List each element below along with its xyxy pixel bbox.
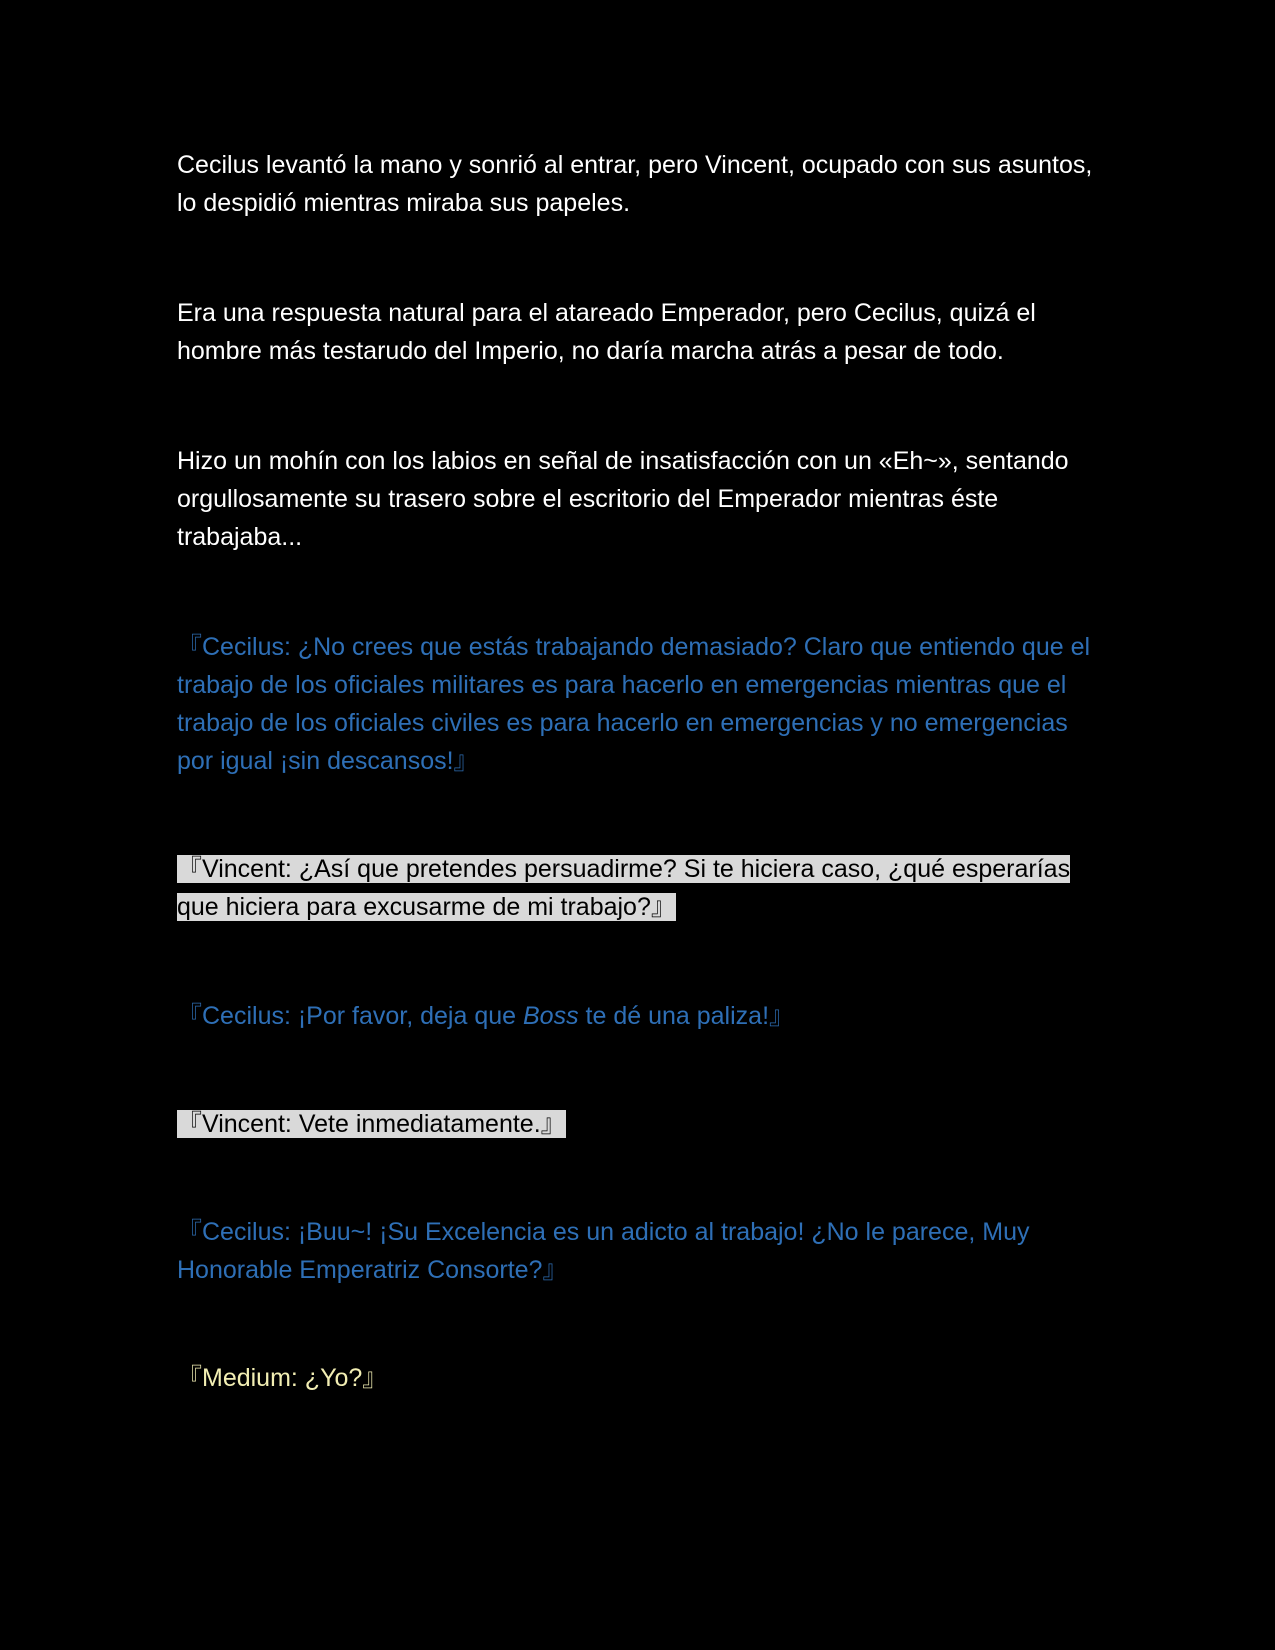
vincent-dialogue bbox=[177, 1105, 1107, 1143]
cecilus-dialogue-text: 『Cecilus: ¡Por favor, deja que bbox=[177, 1002, 523, 1030]
document-body bbox=[177, 146, 1107, 1397]
narration-paragraph: Cecilus levantó la mano y sonrió al entrar, pero Vincent, ocupado con sus asuntos, lo despidió mientras miraba sus papeles. bbox=[177, 151, 1093, 217]
cecilus-dialogue: 『Cecilus: ¿No crees que estás trabajando demasiado? Claro que entiendo que el trabajo de los oficiales militares es para hacerlo en emergencias mientras que el trabajo de los oficiales civiles es para hacerlo en emergencias y no emergencias por igual ¡sin descansos!』 bbox=[177, 633, 1091, 775]
medium-dialogue: 『Medium: ¿Yo?』 bbox=[177, 1364, 388, 1392]
cecilus-dialogue: 『Cecilus: ¡Buu~! ¡Su Excelencia es un adicto al trabajo! ¿No le parece, Muy Honorable Emperatriz Consorte?』 bbox=[177, 1218, 1030, 1284]
cecilus-dialogue bbox=[177, 997, 1107, 1035]
narration-paragraph: Hizo un mohín con los labios en señal de insatisfacción con un «Eh~», sentando orgullosamente su trasero sobre el escritorio del Emperador mientras éste trabajaba... bbox=[177, 447, 1069, 551]
vincent-dialogue-text: 『Vincent: Vete inmediatamente.』 bbox=[177, 1110, 566, 1138]
narration-paragraph: Era una respuesta natural para el atareado Emperador, pero Cecilus, quizá el hombre más testarudo del Imperio, no daría marcha atrás a pesar de todo. bbox=[177, 299, 1036, 365]
vincent-dialogue bbox=[177, 850, 1107, 926]
cecilus-dialogue-text: te dé una paliza!』 bbox=[578, 1002, 795, 1030]
vincent-dialogue-text: 『Vincent: ¿Así que pretendes persuadirme? Si te hiciera caso, ¿qué esperarías que hiciera para excusarme de mi trabajo?』 bbox=[177, 855, 1071, 921]
boss-emphasis: Boss bbox=[523, 1002, 579, 1030]
